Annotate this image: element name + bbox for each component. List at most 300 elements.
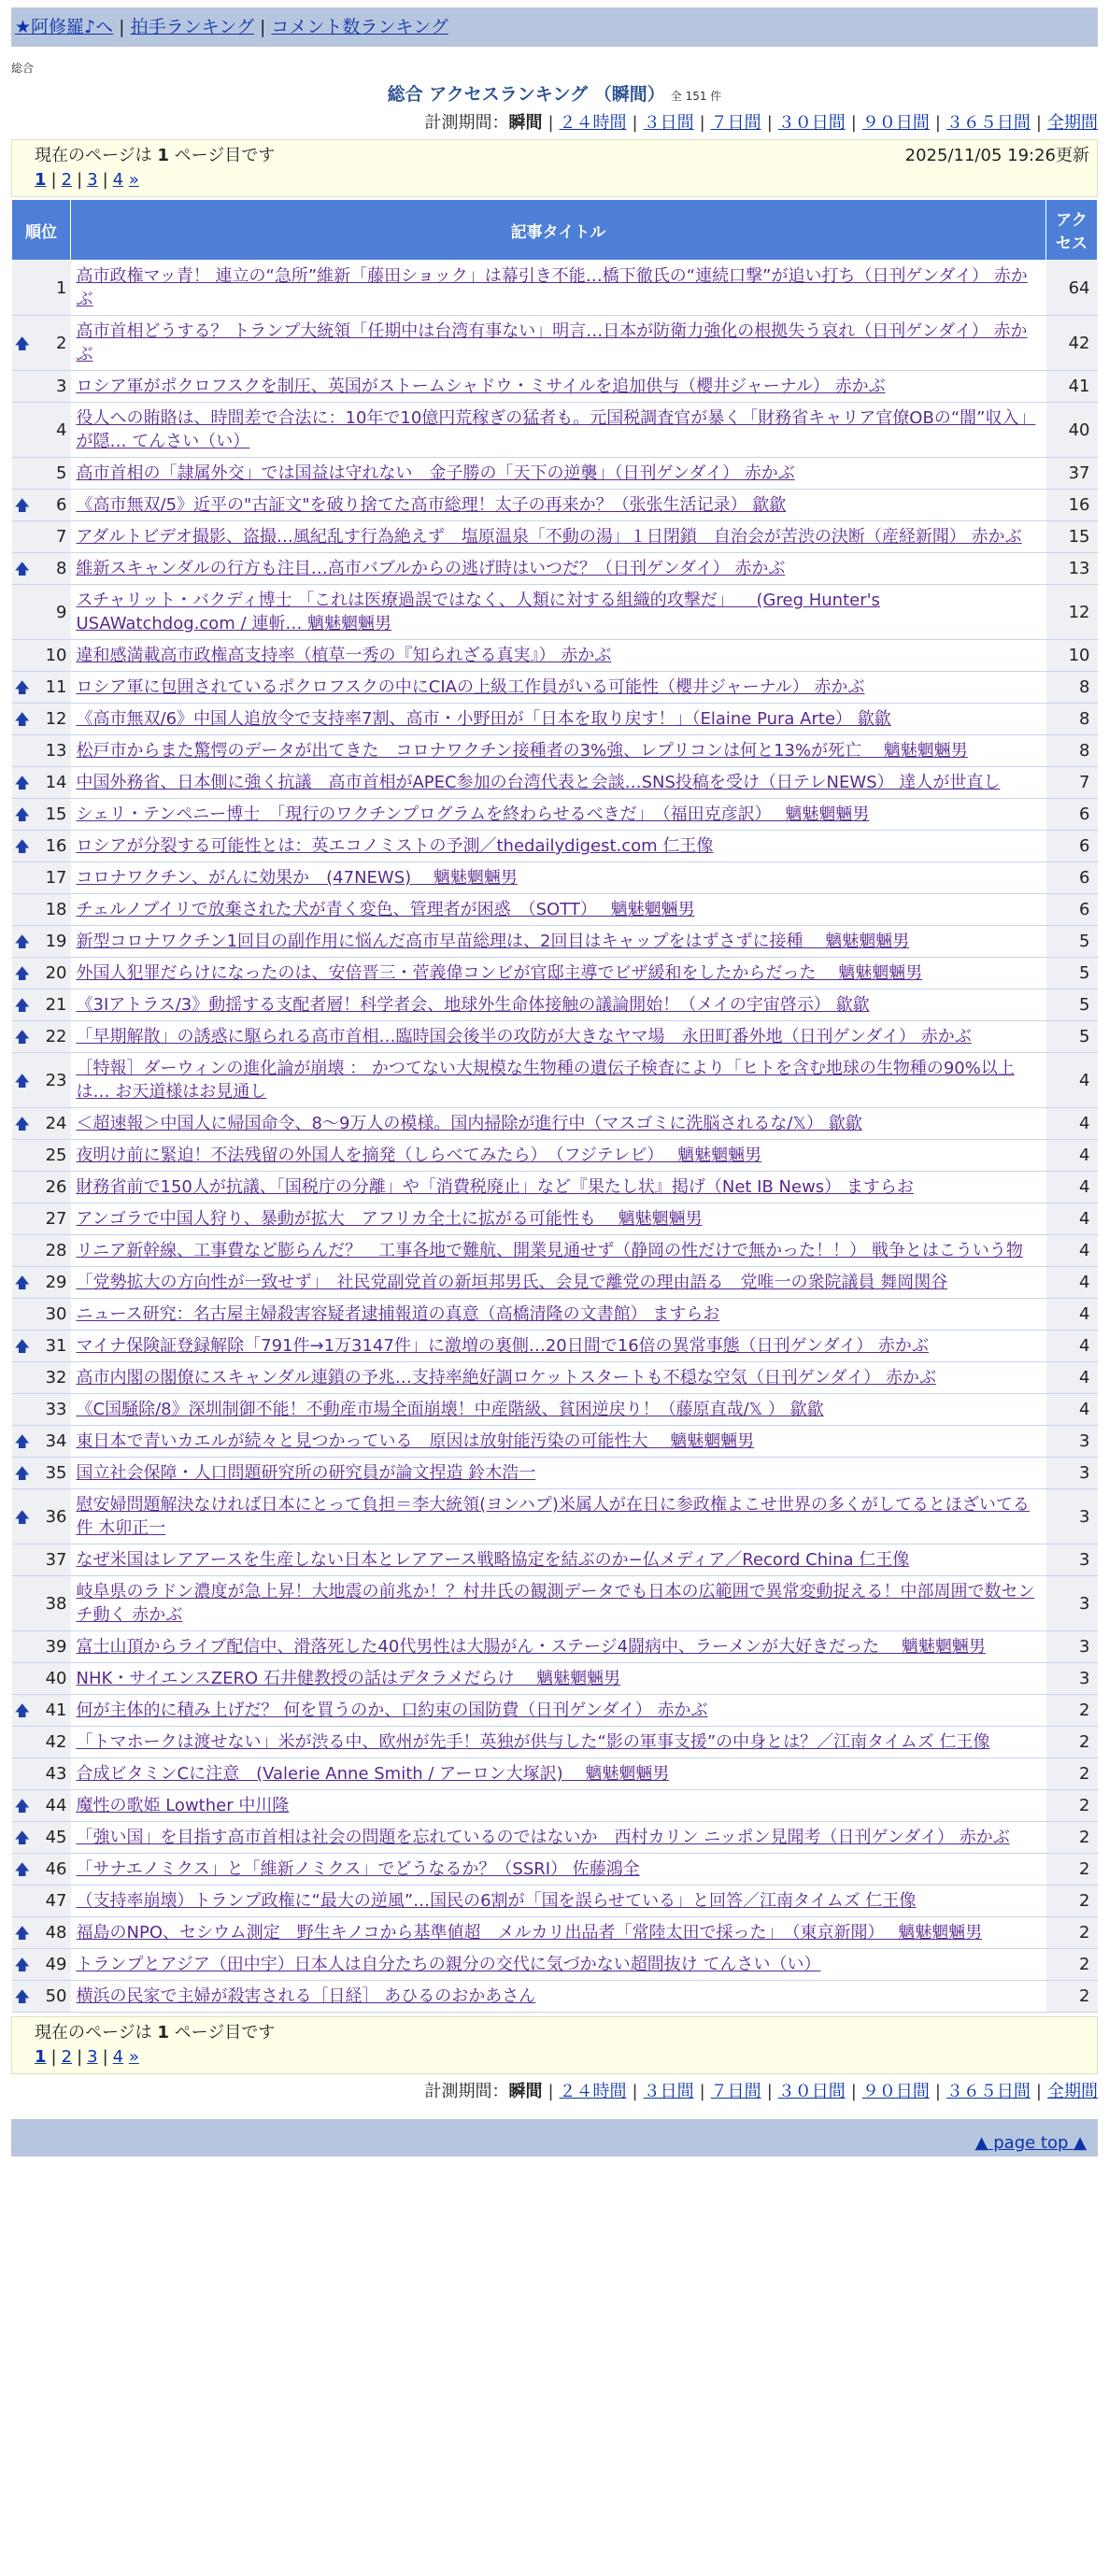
period-selector-bottom xyxy=(11,2080,1098,2104)
access-count: 4 xyxy=(1046,1362,1098,1394)
rank-cell xyxy=(12,640,71,672)
title-cell xyxy=(71,704,1046,735)
access-count: 6 xyxy=(1046,894,1098,926)
nav-separator: | xyxy=(260,17,266,37)
rank-up-arrow-icon: 🡅 xyxy=(14,678,30,696)
rank-cell xyxy=(12,1544,71,1576)
table-row xyxy=(12,704,1098,735)
table-row xyxy=(12,1917,1098,1949)
rank-number: 42 xyxy=(45,1732,67,1752)
article-title-link[interactable]: リニア新幹線、工事費など膨らんだ？ 工事各地で難航、開業見通せず（静岡の性だけで無かった！！） 戦争とはこういう物 xyxy=(76,1241,1023,1260)
access-count: 6 xyxy=(1046,862,1098,894)
access-count: 4 xyxy=(1046,1331,1098,1362)
article-title-link[interactable]: チェルノブイリで放棄された犬が青く変色、管理者が困惑 （SOTT） 魑魅魍魎男 xyxy=(76,900,695,919)
article-title-link[interactable]: アダルトビデオ撮影、盗撮…風紀乱す行為絶えず 塩原温泉「不動の湯」１日閉鎖 自治会が苦渋の決断（産経新聞） 赤かぶ xyxy=(76,527,1022,547)
access-count: 8 xyxy=(1046,735,1098,767)
period-separator: | xyxy=(766,2082,773,2101)
page-link-4[interactable]: 4 xyxy=(112,2047,124,2067)
rank-up-arrow-icon: 🡅 xyxy=(14,964,30,982)
article-title-link[interactable]: ［特報］ダーウィンの進化論が崩壊 ： かつてない大規模な生物種の遺伝子検査により「ヒトを含む地球の生物種の90%以上は… お天道様はお見通し xyxy=(76,1059,1015,1102)
rank-number: 13 xyxy=(45,741,67,761)
rank-cell xyxy=(12,1053,71,1108)
table-row xyxy=(12,1458,1098,1489)
access-count: 4 xyxy=(1046,1172,1098,1203)
title-cell xyxy=(71,403,1046,458)
period-option-link[interactable]: ３日間 xyxy=(643,113,694,133)
header-rank: 順位 xyxy=(12,200,71,261)
title-cell xyxy=(71,1235,1046,1267)
article-title-link[interactable]: 何が主体的に積み上げだ？ 何を買うのか、口約束の国防費（日刊ゲンダイ） 赤かぶ xyxy=(76,1701,708,1720)
article-title-link[interactable]: トランプとアジア（田中宇）日本人は自分たちの親分の交代に気づかない超間抜け てんさい（い） xyxy=(76,1955,821,1974)
rank-up-arrow-icon: 🡅 xyxy=(14,1860,30,1878)
period-option-link[interactable]: ３０日間 xyxy=(777,113,846,133)
access-count: 4 xyxy=(1046,1108,1098,1140)
period-separator: | xyxy=(699,2082,705,2101)
rank-cell xyxy=(12,704,71,735)
rank-cell xyxy=(12,799,71,831)
rank-up-arrow-icon: 🡅 xyxy=(14,710,30,728)
page-link-3[interactable]: 3 xyxy=(87,170,98,190)
article-title-link[interactable]: 岐阜県のラドン濃度が急上昇！大地震の前兆か！？村井氏の観測データでも日本の広範囲で異常変動捉える！中部周囲で数センチ動く 赤かぶ xyxy=(76,1582,1035,1625)
title-cell xyxy=(71,672,1046,704)
rank-cell xyxy=(12,1458,71,1489)
period-option-link[interactable]: ３日間 xyxy=(643,2082,694,2101)
access-count: 2 xyxy=(1046,1727,1098,1758)
rank-cell xyxy=(12,1426,71,1458)
current-page-suffix: ページ目です xyxy=(174,2023,276,2042)
table-row xyxy=(12,1695,1098,1727)
period-separator: | xyxy=(934,2082,941,2101)
pager-bottom xyxy=(11,2016,1098,2074)
title-cell xyxy=(71,767,1046,799)
article-title-link[interactable]: シェリ・テンペニー博士 「現行のワクチンプログラムを終わらせるべきだ」 （福田克彦訳） 魑魅魍魎男 xyxy=(76,804,870,824)
rank-cell xyxy=(12,403,71,458)
title-cell xyxy=(71,1458,1046,1489)
table-row xyxy=(12,640,1098,672)
rank-up-arrow-icon: 🡅 xyxy=(14,1071,30,1089)
rank-cell xyxy=(12,926,71,958)
title-cell xyxy=(71,1331,1046,1362)
article-title-link[interactable]: 新型コロナワクチン1回目の副作用に悩んだ高市早苗総理は、2回目はキャップをはずさずに接種 魑魅魍魎男 xyxy=(76,932,910,951)
rank-number: 46 xyxy=(45,1859,67,1879)
period-option-link[interactable]: 全期間 xyxy=(1047,113,1098,133)
rank-up-arrow-icon: 🡅 xyxy=(14,805,30,823)
rank-up-arrow-icon: 🡅 xyxy=(14,1956,30,1973)
period-label: 計測期間： xyxy=(424,113,509,133)
page-link-1[interactable]: 1 xyxy=(35,2047,47,2067)
article-title-link[interactable]: 国立社会保障・人口問題研究所の研究員が論文捏造 鈴木浩一 xyxy=(76,1463,536,1483)
article-title-link[interactable]: 「強い国」を目指す高市首相は社会の問題を忘れているのではないか 西村カリン ニッポン見聞考（日刊ゲンダイ） 赤かぶ xyxy=(76,1828,1010,1847)
article-title-link[interactable]: 夜明け前に緊迫！不法残留の外国人を摘発（しらべてみたら） （フジテレビ） 魑魅魍魎男 xyxy=(76,1146,762,1165)
rank-number: 7 xyxy=(56,527,67,547)
period-option-link[interactable]: ９０日間 xyxy=(861,2082,930,2101)
rank-number: 44 xyxy=(45,1796,67,1815)
rank-number: 1 xyxy=(56,278,67,298)
rank-number: 30 xyxy=(45,1304,67,1324)
access-count: 12 xyxy=(1046,585,1098,640)
title-cell xyxy=(71,1822,1046,1854)
rank-cell xyxy=(12,1331,71,1362)
article-title-link[interactable]: ニュース研究：名古屋主婦殺害容疑者逮捕報道の真意（高橋清隆の文書館） ますらお xyxy=(76,1304,720,1324)
title-cell xyxy=(71,521,1046,553)
title-cell xyxy=(71,1663,1046,1695)
rank-number: 49 xyxy=(45,1955,67,1974)
title-cell xyxy=(71,1758,1046,1790)
rank-cell xyxy=(12,958,71,989)
title-cell xyxy=(71,1576,1046,1631)
period-label: 計測期間： xyxy=(424,2082,509,2101)
article-title-link[interactable]: アンゴラで中国人狩り、暴動が拡大 アフリカ全土に拡がる可能性も 魑魅魍魎男 xyxy=(76,1209,703,1229)
rank-cell xyxy=(12,862,71,894)
rank-cell xyxy=(12,1021,71,1053)
next-page-link[interactable]: » xyxy=(128,170,139,190)
page-separator: | xyxy=(77,2047,83,2067)
rank-number: 48 xyxy=(45,1923,67,1943)
access-count: 3 xyxy=(1046,1458,1098,1489)
rank-cell xyxy=(12,1203,71,1235)
title-cell xyxy=(71,1021,1046,1053)
access-count: 6 xyxy=(1046,799,1098,831)
table-row xyxy=(12,1790,1098,1822)
page-link-2[interactable]: 2 xyxy=(61,170,73,190)
rank-cell xyxy=(12,490,71,521)
table-row xyxy=(12,1663,1098,1695)
title-cell xyxy=(71,1394,1046,1426)
applause-ranking-link[interactable]: 拍手ランキング xyxy=(130,17,255,37)
rank-cell xyxy=(12,585,71,640)
rank-number: 40 xyxy=(45,1669,67,1688)
table-row xyxy=(12,1886,1098,1917)
period-separator: | xyxy=(632,113,638,133)
article-title-link[interactable]: 高市政権マッ青！ 連立の“急所”維新「藤田ショック」は幕引き不能…橋下徹氏の“連続口撃”が追い打ち（日刊ゲンダイ） 赤かぶ xyxy=(76,266,1028,309)
rank-number: 3 xyxy=(56,377,67,396)
rank-number: 26 xyxy=(45,1177,67,1197)
table-row xyxy=(12,894,1098,926)
title-cell xyxy=(71,261,1046,316)
rank-cell xyxy=(12,1727,71,1758)
table-row xyxy=(12,672,1098,704)
access-count: 4 xyxy=(1046,1267,1098,1299)
article-title-link[interactable]: 維新スキャンダルの行方も注目…高市バブルからの逃げ時はいつだ？（日刊ゲンダイ） 赤かぶ xyxy=(76,559,786,578)
period-option-link[interactable]: ３６５日間 xyxy=(945,113,1031,133)
rank-cell xyxy=(12,1267,71,1299)
access-count: 8 xyxy=(1046,672,1098,704)
article-title-link[interactable]: 富士山頂からライブ配信中、滑落死した40代男性は大腸がん・ステージ4闘病中、ラーメンが大好きだった 魑魅魍魎男 xyxy=(76,1637,986,1657)
table-row xyxy=(12,989,1098,1021)
access-count: 2 xyxy=(1046,1790,1098,1822)
title-cell xyxy=(71,1727,1046,1758)
rank-cell xyxy=(12,1758,71,1790)
title-cell xyxy=(71,1790,1046,1822)
access-count: 64 xyxy=(1046,261,1098,316)
page-link-2[interactable]: 2 xyxy=(61,2047,73,2067)
access-count: 41 xyxy=(1046,371,1098,403)
title-cell xyxy=(71,640,1046,672)
rank-cell xyxy=(12,894,71,926)
access-count: 4 xyxy=(1046,1235,1098,1267)
article-title-link[interactable]: 高市内閣の閣僚にスキャンダル連鎖の予兆…支持率絶好調ロケットスタートも不穏な空気（日刊ゲンダイ） 赤かぶ xyxy=(76,1368,936,1388)
rank-up-arrow-icon: 🡅 xyxy=(14,1701,30,1719)
rank-number: 32 xyxy=(45,1368,67,1388)
access-count: 15 xyxy=(1046,521,1098,553)
rank-number: 9 xyxy=(56,602,67,622)
table-row xyxy=(12,1203,1098,1235)
article-title-link[interactable]: 外国人犯罪だらけになったのは、安倍晋三・菅義偉コンビが官邸主導でビザ緩和をしたからだった 魑魅魍魎男 xyxy=(76,963,923,983)
access-count: 7 xyxy=(1046,767,1098,799)
period-option-link[interactable]: ７日間 xyxy=(710,2082,761,2101)
period-option-link[interactable]: ２４時間 xyxy=(559,2082,627,2101)
table-row xyxy=(12,553,1098,585)
access-count: 2 xyxy=(1046,1758,1098,1790)
access-count: 3 xyxy=(1046,1576,1098,1631)
period-separator: | xyxy=(934,113,941,133)
period-option-current: 瞬間 xyxy=(508,113,543,133)
title-cell xyxy=(71,926,1046,958)
table-row xyxy=(12,1758,1098,1790)
access-count: 2 xyxy=(1046,1854,1098,1886)
access-count: 4 xyxy=(1046,1394,1098,1426)
rank-number: 50 xyxy=(45,1986,67,2006)
article-title-link[interactable]: 高市首相どうする？ トランプ大統領「任期中は台湾有事ない」明言…日本が防衛力強化の根拠失う哀れ（日刊ゲンダイ） 赤かぶ xyxy=(76,321,1028,364)
period-selector xyxy=(11,111,1098,135)
page-title-text: 総合 アクセスランキング （瞬間） xyxy=(387,84,665,105)
table-row xyxy=(12,1140,1098,1172)
rank-number: 19 xyxy=(45,932,67,951)
access-count: 5 xyxy=(1046,926,1098,958)
access-count: 16 xyxy=(1046,490,1098,521)
rank-number: 36 xyxy=(45,1506,67,1527)
page-separator: | xyxy=(102,2047,108,2067)
article-title-link[interactable]: （支持率崩壊）トランプ政権に“最大の逆風”…国民の6割が「国を誤らせている」と回答／江南タイムズ 仁王像 xyxy=(76,1891,917,1911)
period-separator: | xyxy=(1035,113,1042,133)
page-links xyxy=(35,2045,1089,2070)
access-count: 2 xyxy=(1046,1695,1098,1727)
page-link-1[interactable]: 1 xyxy=(35,170,47,190)
access-count: 37 xyxy=(1046,458,1098,490)
table-row xyxy=(12,1854,1098,1886)
title-cell xyxy=(71,371,1046,403)
article-title-link[interactable]: マイナ保険証登録解除「791件→1万3147件」に激増の裏側…20日間で16倍の異常事態（日刊ゲンダイ） 赤かぶ xyxy=(76,1336,929,1356)
article-title-link[interactable]: コロナワクチン、がんに効果か (47NEWS) 魑魅魍魎男 xyxy=(76,868,518,888)
table-row xyxy=(12,585,1098,640)
title-cell xyxy=(71,1140,1046,1172)
page-separator: | xyxy=(50,170,57,190)
rank-cell xyxy=(12,1886,71,1917)
title-cell xyxy=(71,989,1046,1021)
rank-cell xyxy=(12,521,71,553)
period-separator: | xyxy=(766,113,773,133)
rank-up-arrow-icon: 🡅 xyxy=(14,1115,30,1132)
rank-number: 2 xyxy=(56,333,67,353)
page-link-3[interactable]: 3 xyxy=(87,2047,98,2067)
period-option-current: 瞬間 xyxy=(508,2082,543,2101)
updated-timestamp: 2025/11/05 19:26更新 xyxy=(904,146,1089,165)
title-cell xyxy=(71,1489,1046,1544)
rank-cell xyxy=(12,1235,71,1267)
title-cell xyxy=(71,958,1046,989)
page-links xyxy=(35,168,1089,192)
rank-number: 15 xyxy=(45,804,67,824)
rank-cell xyxy=(12,672,71,704)
table-row xyxy=(12,767,1098,799)
article-title-link[interactable]: 《高市無双/5》近平の"古証文"を破り捨てた高市総理！太子の再来か？（张张生活记录） 歙歙 xyxy=(76,495,787,515)
pager-top xyxy=(11,139,1098,197)
total-count: 全 151 件 xyxy=(670,90,722,103)
access-count: 3 xyxy=(1046,1426,1098,1458)
article-title-link[interactable]: 「党勢拡大の方向性が一致せず」 社民党副党首の新垣邦男氏、会見で離党の理由語る 党唯一の衆院議員 舞岡関谷 xyxy=(76,1273,948,1292)
title-cell xyxy=(71,1203,1046,1235)
comment-ranking-link[interactable]: コメント数ランキング xyxy=(271,17,448,37)
home-link[interactable]: ★阿修羅♪へ xyxy=(15,17,114,37)
top-nav-bar xyxy=(11,7,1098,47)
rank-up-arrow-icon: 🡅 xyxy=(14,932,30,950)
rank-up-arrow-icon: 🡅 xyxy=(14,1797,30,1815)
period-separator: | xyxy=(850,2082,857,2101)
period-option-link[interactable]: ９０日間 xyxy=(861,113,930,133)
rank-cell xyxy=(12,371,71,403)
page-title xyxy=(11,80,1098,106)
article-title-link[interactable]: 「サナエノミクス」と「維新ノミクス」でどうなるか？（SSRI） 佐藤鴻全 xyxy=(76,1859,640,1879)
current-page-text xyxy=(35,144,275,168)
access-count: 4 xyxy=(1046,1299,1098,1331)
rank-number: 31 xyxy=(45,1336,67,1356)
nav-separator: | xyxy=(119,17,125,37)
rank-number: 39 xyxy=(45,1637,67,1657)
article-title-link[interactable]: 違和感満載高市政権高支持率（植草一秀の『知られざる真実』） 赤かぶ xyxy=(76,646,612,665)
article-title-link[interactable]: ロシア軍がポクロフスクを制圧、英国がストームシャドウ・ミサイルを追加供与（櫻井ジャーナル） 赤かぶ xyxy=(76,377,886,396)
rank-cell xyxy=(12,1108,71,1140)
article-title-link[interactable]: 合成ビタミンCに注意 (Valerie Anne Smith / アーロン大塚訳) 魑魅魍魎男 xyxy=(76,1764,670,1784)
rank-number: 5 xyxy=(56,463,67,483)
title-cell xyxy=(71,1267,1046,1299)
rank-up-arrow-icon: 🡅 xyxy=(14,1829,30,1846)
article-title-link[interactable]: 高市首相の「隷属外交」では国益は守れない 金子勝の「天下の逆襲」（日刊ゲンダイ） 赤かぶ xyxy=(76,463,795,483)
current-page-suffix: ページ目です xyxy=(174,146,276,165)
access-count: 2 xyxy=(1046,1981,1098,2013)
period-option-link[interactable]: ３０日間 xyxy=(777,2082,846,2101)
current-page-prefix: 現在のページは xyxy=(35,146,152,165)
article-title-link[interactable]: なぜ米国はレアアースを生産しない日本とレアアース戦略協定を結ぶのか−仏メディア／Record China 仁王像 xyxy=(76,1550,910,1570)
pager-status-row xyxy=(35,144,1089,168)
rank-number: 29 xyxy=(45,1273,67,1292)
rank-number: 6 xyxy=(56,495,67,515)
title-cell xyxy=(71,1949,1046,1981)
table-row xyxy=(12,1489,1098,1544)
article-title-link[interactable]: 中国外務省、日本側に強く抗議 高市首相がAPEC参加の台湾代表と会談…SNS投稿を受け（日テレNEWS） 達人が世直し xyxy=(76,773,1001,792)
rank-up-arrow-icon: 🡅 xyxy=(14,560,30,577)
page-separator: | xyxy=(50,2047,57,2067)
rank-number: 12 xyxy=(45,709,67,729)
rank-number: 8 xyxy=(56,559,67,578)
next-page-link[interactable]: » xyxy=(128,2047,139,2067)
table-row xyxy=(12,458,1098,490)
article-title-link[interactable]: 慰安婦問題解決なければ日本にとって負担＝李大統領(ヨンハプ)米属人が在日に参政権よこせ世界の多くがしてるとほざいてる件 木卯正一 xyxy=(76,1495,1030,1538)
period-option-link[interactable]: ３６５日間 xyxy=(945,2082,1031,2101)
article-title-link[interactable]: ロシア軍に包囲されているポクロフスクの中にCIAの上級工作員がいる可能性（櫻井ジャーナル） 赤かぶ xyxy=(76,677,865,697)
table-row xyxy=(12,1631,1098,1663)
table-row xyxy=(12,926,1098,958)
article-title-link[interactable]: 役人への賄賂は、時間差で合法に：10年で10億円荒稼ぎの猛者も。元国税調査官が暴く「財務省キャリア官僚OBの“闇”収入」が隠… てんさい（い） xyxy=(76,408,1036,451)
rank-up-arrow-icon: 🡅 xyxy=(14,1337,30,1355)
rank-cell xyxy=(12,1790,71,1822)
rank-number: 14 xyxy=(45,773,67,792)
page-top-link[interactable]: ▲ page top ▲ xyxy=(974,2133,1087,2153)
access-count: 2 xyxy=(1046,1822,1098,1854)
header-title: 記事タイトル xyxy=(71,200,1046,261)
article-title-link[interactable]: 《C国騒除/8》深圳制御不能！不動産市場全面崩壊！中産階級、貧困逆戻り！（藤原直哉/𝕏 ） 歙歙 xyxy=(76,1400,824,1419)
table-row xyxy=(12,958,1098,989)
access-count: 2 xyxy=(1046,1886,1098,1917)
table-row xyxy=(12,1331,1098,1362)
title-cell xyxy=(71,1053,1046,1108)
access-count: 5 xyxy=(1046,958,1098,989)
period-option-link[interactable]: ２４時間 xyxy=(559,113,627,133)
title-cell xyxy=(71,862,1046,894)
category-label: 総合 xyxy=(11,62,35,75)
period-separator: | xyxy=(1035,2082,1042,2101)
rank-number: 11 xyxy=(45,677,67,697)
article-title-link[interactable]: 「早期解散」の誘惑に駆られる高市首相…臨時国会後半の攻防が大きなヤマ場 永田町番外地（日刊ゲンダイ） 赤かぶ xyxy=(76,1027,972,1046)
rank-number: 33 xyxy=(45,1400,67,1419)
page-link-4[interactable]: 4 xyxy=(112,170,124,190)
rank-cell xyxy=(12,1631,71,1663)
rank-number: 37 xyxy=(45,1550,67,1570)
article-title-link[interactable]: 《3Iアトラス/3》動揺する支配者層！科学者会、地球外生命体接触の議論開始！（メイの宇宙啓示） 歙歙 xyxy=(76,995,870,1015)
header-access: アクセス xyxy=(1046,200,1098,261)
article-title-link[interactable]: ロシアが分裂する可能性とは：英エコノミストの予測／thedailydigest.com 仁王像 xyxy=(76,836,714,856)
period-option-link[interactable]: 全期間 xyxy=(1047,2082,1098,2101)
title-cell xyxy=(71,490,1046,521)
period-separator: | xyxy=(547,2082,554,2101)
period-option-link[interactable]: ７日間 xyxy=(710,113,761,133)
table-row xyxy=(12,1108,1098,1140)
access-count: 40 xyxy=(1046,403,1098,458)
article-title-link[interactable]: スチャリット・バクディ博士 「これは医療過誤ではなく、人類に対する組織的攻撃だ」 (Greg Hunter's USAWatchdog.com / 連斬… 魑魅魍魎男 xyxy=(76,591,880,633)
table-row xyxy=(12,1021,1098,1053)
rank-number: 45 xyxy=(45,1828,67,1847)
title-cell xyxy=(71,1695,1046,1727)
article-title-link[interactable]: 東日本で青いカエルが続々と見つかっている 原因は放射能汚染の可能性大 魑魅魍魎男 xyxy=(76,1431,755,1451)
rank-cell xyxy=(12,1362,71,1394)
table-row xyxy=(12,799,1098,831)
article-title-link[interactable]: 福島のNPO、セシウム測定 野生キノコから基準値超 メルカリ出品者「常陸太田で採った」 （東京新聞） 魑魅魍魎男 xyxy=(76,1923,983,1943)
article-title-link[interactable]: 松戸市からまた驚愕のデータが出てきた コロナワクチン接種者の3%強、レプリコンは何と13%が死亡 魑魅魍魎男 xyxy=(76,741,968,761)
access-count: 3 xyxy=(1046,1489,1098,1544)
article-title-link[interactable]: NHK・サイエンスZERO 石井健教授の話はデタラメだらけ 魑魅魍魎男 xyxy=(76,1669,621,1688)
rank-up-arrow-icon: 🡅 xyxy=(14,496,30,514)
article-title-link[interactable]: 横浜の民家で主婦が殺害される［日経］ あひるのおかあさん xyxy=(76,1986,536,2006)
table-row xyxy=(12,862,1098,894)
title-cell xyxy=(71,1299,1046,1331)
rank-up-arrow-icon: 🡅 xyxy=(14,1987,30,2005)
rank-number: 24 xyxy=(45,1114,67,1133)
rank-cell xyxy=(12,458,71,490)
article-title-link[interactable]: 財務省前で150人が抗議、「国税庁の分離」や「消費税廃止」など『果たし状』掲げ（Net IB News） ますらお xyxy=(76,1177,914,1197)
table-row xyxy=(12,490,1098,521)
rank-cell xyxy=(12,1299,71,1331)
title-cell xyxy=(71,799,1046,831)
rank-number: 27 xyxy=(45,1209,67,1229)
article-title-link[interactable]: 魔性の歌姫 Lowther 中川隆 xyxy=(76,1796,290,1815)
title-cell xyxy=(71,1854,1046,1886)
rank-cell xyxy=(12,1663,71,1695)
article-title-link[interactable]: ＜超速報＞中国人に帰国命令、8〜9万人の模様。国内掃除が進行中（マスゴミに洗脳されるな/𝕏） 歙歙 xyxy=(76,1114,862,1133)
access-count: 13 xyxy=(1046,553,1098,585)
title-cell xyxy=(71,894,1046,926)
pager-status-row xyxy=(35,2021,1089,2045)
article-title-link[interactable]: 「トマホークは渡せない」米が渋る中、欧州が先手！英独が供与した“影の軍事支援”の中身とは？／江南タイムズ 仁王像 xyxy=(76,1732,990,1752)
article-title-link[interactable]: 《高市無双/6》中国人追放令で支持率7割、高市・小野田が「日本を取り戻す！」（Elaine Pura Arte） 歙歙 xyxy=(76,709,891,729)
